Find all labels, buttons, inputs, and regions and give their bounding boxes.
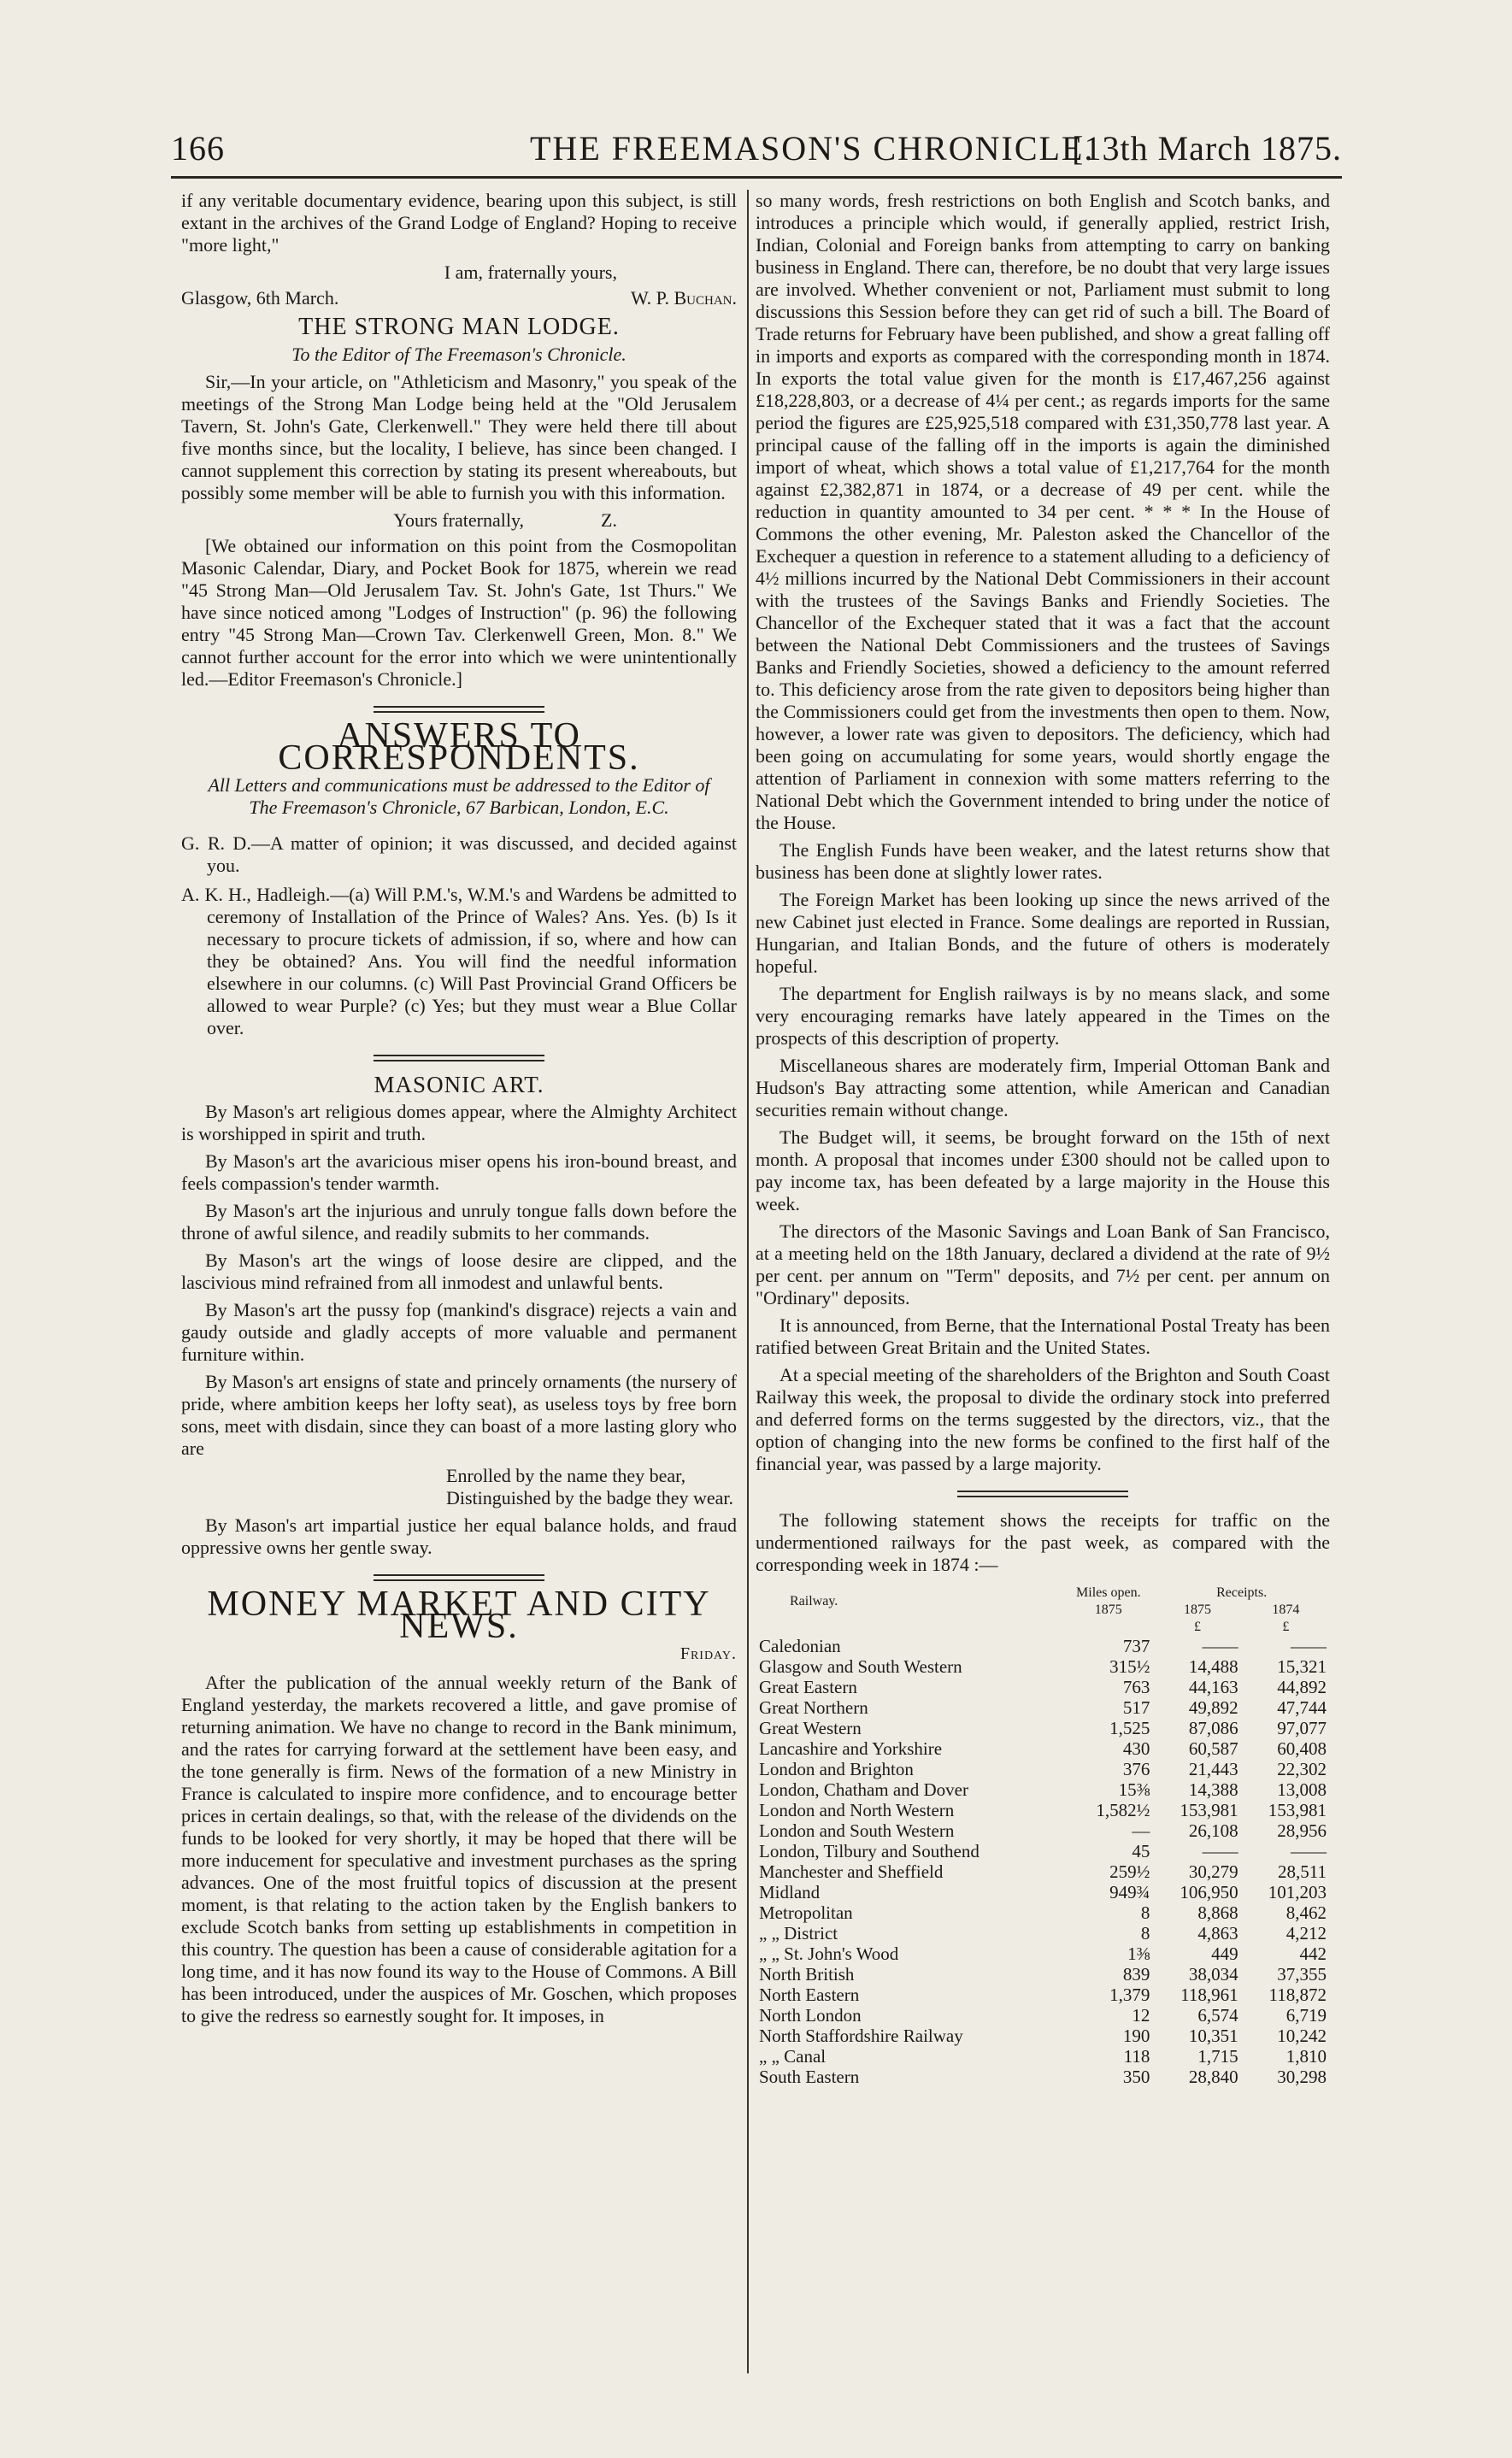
table-row	[756, 2026, 1330, 2046]
market-paragraph: The Foreign Market has been looking up since the news arrived of the new Cabinet just elected in France. Some dealings are reported in Russian, Hungarian, and Italian Bonds, and the future of others is moderately hopeful.	[756, 889, 1330, 977]
railway-name: North London	[759, 2005, 862, 2026]
money-market-body: After the publication of the annual weekly return of the Bank of England yesterday, the markets recovered a little, and gave promise of returning animation. We have no change to record in the Bank minimum, and the rates for carrying forward at the settlement have been easy, and the tone generally is firm. News of the formation of a new Ministry in France is calculated to inspire more confidence, and to encourage better prices in certain dealings, so that, with the release of the dividends on the funds to be looked for very shortly, it may be hoped that there will be more inducement for speculative and investment purchases as the spring advances. One of the most fruitful topics of discussion at the present moment, is that relating to the action taken by the English bankers to exclude Scotch banks from setting up establishments in competition in this country. The question has been a cause of considerable agitation for a long time, and it has now found its way to the House of Commons. A Bill has been introduced, under the auspices of Mr. Goschen, which proposes to give the redress so earnestly sought for. It imposes, in	[181, 1672, 737, 2026]
miles-open: 8	[1140, 1923, 1150, 1943]
table-header-railway: Railway.	[790, 1594, 838, 1608]
newspaper-title: THE FREEMASON'S CHRONICLE.	[530, 129, 1095, 168]
receipts-1875: 87,086	[1188, 1718, 1238, 1738]
masonic-art-verse-line: Distinguished by the badge they wear.	[446, 1487, 734, 1508]
receipts-1875: 153,981	[1180, 1800, 1238, 1820]
table-row	[756, 1718, 1330, 1738]
answer-item: A. K. H., Hadleigh.—(a) Will P.M.'s, W.M.'s and Wardens be admitted to ceremony of Installation of the Prince of Wales? Ans. Yes. (b) Is it necessary to procure tickets of admission, if so, where and how can they be obtained? Ans. You will find the needful information elsewhere in our columns. (c) Will Past Provincial Grand Officers be allowed to wear Purple? (c) Yes; but they must wear a Blue Collar over.	[181, 884, 737, 1038]
table-header-year: 1875	[1183, 1602, 1211, 1617]
table-row	[756, 2046, 1330, 2067]
railway-name: Midland	[759, 1882, 821, 1902]
railway-name: „ „ Canal	[759, 2046, 827, 2067]
money-market-heading: MONEY MARKET AND CITY NEWS.	[207, 1585, 711, 1646]
miles-open: 839	[1122, 1964, 1150, 1985]
letter-signature-line	[181, 287, 737, 309]
railway-name: London, Tilbury and Southend	[759, 1841, 980, 1861]
receipts-1874: 1,810	[1285, 2046, 1327, 2067]
table-row	[756, 1943, 1330, 1964]
table-row	[756, 1820, 1330, 1841]
receipts-1874: 60,408	[1277, 1738, 1327, 1759]
receipts-1875: 14,488	[1188, 1656, 1238, 1677]
table-row	[756, 1656, 1330, 1677]
table-row	[756, 2005, 1330, 2026]
receipts-1874: 44,892	[1277, 1677, 1327, 1697]
railway-name: Great Northern	[759, 1697, 868, 1718]
table-body	[756, 1636, 1330, 2087]
table-header-year: 1874	[1272, 1602, 1300, 1617]
receipts-1875: 30,279	[1188, 1861, 1238, 1882]
receipts-1875: 38,034	[1188, 1964, 1238, 1985]
receipts-1874: 97,077	[1277, 1718, 1327, 1738]
table-row	[756, 1902, 1330, 1923]
railway-name: South Eastern	[759, 2067, 860, 2087]
table-row	[756, 1759, 1330, 1779]
table-row	[756, 1738, 1330, 1759]
miles-open: 737	[1122, 1636, 1150, 1656]
strong-man-signature-line	[181, 509, 737, 532]
section-divider	[374, 1574, 544, 1581]
masonic-art-verse-line: Enrolled by the name they bear,	[446, 1465, 686, 1486]
answers-heading: ANSWERS TO CORRESPONDENTS.	[278, 716, 640, 778]
masthead	[171, 128, 1342, 176]
table-row	[756, 1882, 1330, 1902]
receipts-1875: 28,840	[1188, 2067, 1238, 2087]
receipts-1875: 106,950	[1180, 1882, 1238, 1902]
railway-name: Lancashire and Yorkshire	[759, 1738, 943, 1759]
table-header-receipts: Receipts.	[1216, 1585, 1268, 1600]
section-divider	[374, 706, 544, 713]
miles-open: 12	[1132, 2005, 1150, 2026]
receipts-1875: ——	[1202, 1636, 1238, 1656]
market-paragraph: The department for English railways is by no means slack, and some very encouraging remarks have lately appeared in the Times on the prospects of this description of property.	[756, 983, 1330, 1049]
railway-name: London and South Western	[759, 1820, 955, 1841]
receipts-1875: 1,715	[1197, 2046, 1238, 2067]
letter-closing: I am, fraternally yours,	[444, 262, 617, 283]
railway-name: „ „ St. John's Wood	[759, 1943, 899, 1964]
miles-open: 763	[1122, 1677, 1150, 1697]
market-paragraph: The English Funds have been weaker, and the latest returns show that business has been done at slightly lower rates.	[756, 839, 1330, 883]
table-row	[756, 1841, 1330, 1861]
miles-open: 430	[1122, 1738, 1150, 1759]
market-paragraph: At a special meeting of the shareholders of the Brighton and South Coast Railway this week, the proposal to divide the ordinary stock into preferred and deferred forms on the terms suggested by the directors, viz., that the option of changing into the new forms be confined to the first half of the financial year, was passed by a large majority.	[756, 1364, 1330, 1474]
receipts-1875: 4,863	[1197, 1923, 1238, 1943]
market-paragraph: Miscellaneous shares are moderately firm, Imperial Ottoman Bank and Hudson's Bay attracting some attention, while American and Canadian securities remain without change.	[756, 1055, 1330, 1120]
strong-man-editor-note: [We obtained our information on this point from the Cosmopolitan Masonic Calendar, Diary, and Pocket Book for 1875, wherein we read "45 Strong Man—Old Jerusalem Tav. St. John's Gate, 1st Thurs." We have since noticed among "Lodges of Instruction" (p. 96) the following entry "45 Strong Man—Crown Tav. Clerkenwell Green, Mon. 8." We cannot further account for the error into which we were unintentionally led.—Editor Freemason's Chronicle.]	[181, 535, 737, 690]
receipts-1874: 30,298	[1277, 2067, 1327, 2087]
section-divider	[374, 1055, 544, 1061]
table-header-currency: £	[1282, 1620, 1290, 1634]
receipts-1875: 49,892	[1188, 1697, 1238, 1718]
receipts-1874: 47,744	[1277, 1697, 1327, 1718]
miles-open: 259½	[1109, 1861, 1150, 1882]
miles-open: 949¾	[1109, 1882, 1150, 1902]
receipts-1874: 13,008	[1277, 1779, 1327, 1800]
receipts-1874: 153,981	[1268, 1800, 1327, 1820]
receipts-1874: 28,956	[1277, 1820, 1327, 1841]
receipts-1875: 449	[1211, 1943, 1238, 1964]
receipts-1875: 26,108	[1188, 1820, 1238, 1841]
miles-open: 1,582½	[1096, 1800, 1150, 1820]
miles-open: 45	[1132, 1841, 1150, 1861]
receipts-1874: 10,242	[1277, 2026, 1327, 2046]
table-row	[756, 1923, 1330, 1943]
masthead-rule	[171, 176, 1342, 179]
receipts-1874: 8,462	[1285, 1902, 1327, 1923]
receipts-1874: 37,355	[1277, 1964, 1327, 1985]
table-row	[756, 1985, 1330, 2005]
miles-open: 190	[1122, 2026, 1150, 2046]
receipts-1874: ——	[1291, 1636, 1327, 1656]
masonic-art-paragraph: By Mason's art the pussy fop (mankind's disgrace) rejects a vain and gaudy outside and gladly accepts of more valuable and permanent furniture within.	[181, 1299, 737, 1365]
miles-open: 1,525	[1109, 1718, 1150, 1738]
miles-open: 1,379	[1109, 1985, 1150, 2005]
railway-name: Glasgow and South Western	[759, 1656, 962, 1677]
miles-open: 350	[1122, 2067, 1150, 2087]
receipts-1875: 14,388	[1188, 1779, 1238, 1800]
money-market-continued: so many words, fresh restrictions on both English and Scotch banks, and introduces a principle which would, if generally applied, restrict Irish, Indian, Colonial and Foreign banks from attempting to carry on banking business in England. There can, therefore, be no doubt that very large issues are involved. Whether convenient or not, Parliament must submit to long discussions this Session before they can get rid of such a bill. The Board of Trade returns for February have been published, and show a great falling off in imports and exports as compared with the corresponding month in 1874. In exports the total value given for the month is £17,467,256 against £18,228,803, or a decrease of 4¼ per cent.; as regards imports for the same period the figures are £25,925,518 compared with £31,350,778 last year. A principal cause of the falling off in the imports is again the diminished import of wheat, which shows a total value of £1,217,764 for the month against £2,382,871 in 1874, or a decrease of 49 per cent. while the reduction in quantity amounted to 34 per cent. * * * In the House of Commons the other evening, Mr. Paleston asked the Chancellor of the Exchequer a question in reference to a statement alluding to a deficiency of 4½ millions incurred by the National Debt Commissioners in their account with the trustees of the Savings Banks and Friendly Societies. The Chancellor of the Exchequer stated that it was a fact that the account between the National Debt Commissioners and the trustees of Savings Banks and Friendly Societies, showed a deficiency to the amount referred to. This deficiency arose from the rate given to depositors being higher than the Commissioners could get from the investments then open to them. Now, however, a lower rate was given to depositors. The deficiency, which had been going on accumulating for some years, would shortly engage the attention of Parliament in connexion with some matters referring to the National Debt which the Government intended to bring under the notice of the House.	[756, 190, 1330, 833]
table-row	[756, 1779, 1330, 1800]
railway-name: „ „ District	[759, 1923, 838, 1943]
railway-name: North British	[759, 1964, 855, 1985]
masonic-art-final: By Mason's art impartial justice her equal balance holds, and fraud oppressive owns her gentle sway.	[181, 1514, 737, 1558]
table-row	[756, 1964, 1330, 1985]
strong-man-heading: THE STRONG MAN LODGE.	[298, 314, 620, 340]
letter-tail-text: if any veritable documentary evidence, bearing upon this subject, is still extant in the archives of the Grand Lodge of England? Hoping to receive "more light,"	[181, 190, 737, 256]
railway-name: Manchester and Sheffield	[759, 1861, 944, 1882]
table-row	[756, 1636, 1330, 1656]
table-header-currency: £	[1193, 1620, 1201, 1634]
strong-man-to-editor: To the Editor of The Freemason's Chronicle.	[291, 344, 627, 365]
market-paragraph: The Budget will, it seems, be brought forward on the 15th of next month. A proposal that incomes under £300 should not be called upon to pay income tax, has been defeated by a large majority in the House this week.	[756, 1126, 1330, 1214]
receipts-1874: ——	[1291, 1841, 1327, 1861]
masonic-art-paragraph: By Mason's art ensigns of state and princely ornaments (the nursery of pride, where ambition keeps her lofty seat), as useless toys by free born sons, meet with disdain, since they can boast of a more lasting glory who are	[181, 1371, 737, 1459]
masonic-art-paragraph: By Mason's art religious domes appear, where the Almighty Architect is worshipped in spirit and truth.	[181, 1101, 737, 1144]
answers-notice-line2: The Freemason's Chronicle, 67 Barbican, London, E.C.	[249, 797, 669, 818]
miles-open: 15⅜	[1118, 1779, 1150, 1800]
miles-open: 315½	[1109, 1656, 1150, 1677]
railway-name: Great Eastern	[759, 1677, 857, 1697]
miles-open: 118	[1123, 2046, 1150, 2067]
receipts-1875: 8,868	[1197, 1902, 1238, 1923]
money-market-day: Friday.	[680, 1644, 737, 1663]
railway-name: London and North Western	[759, 1800, 955, 1820]
receipts-1874: 101,203	[1268, 1882, 1327, 1902]
letter-signature: W. P. Buchan.	[630, 287, 737, 309]
market-paragraph: It is announced, from Berne, that the International Postal Treaty has been ratified between Great Britain and the United States.	[756, 1314, 1330, 1358]
receipts-1875: 6,574	[1197, 2005, 1238, 2026]
table-row	[756, 1677, 1330, 1697]
strong-man-closing: Yours fraternally,	[393, 509, 525, 531]
receipts-1874: 15,321	[1277, 1656, 1327, 1677]
table-row	[756, 2067, 1330, 2087]
table-header-year: 1875	[1094, 1602, 1122, 1617]
receipts-1874: 22,302	[1277, 1759, 1327, 1779]
receipts-1874: 28,511	[1278, 1861, 1327, 1882]
receipts-1875: 60,587	[1188, 1738, 1238, 1759]
miles-open: 376	[1122, 1759, 1150, 1779]
market-paragraph: The directors of the Masonic Savings and Loan Bank of San Francisco, at a meeting held on the 18th January, declared a dividend at the rate of 9½ per cent. per annum on "Term" deposits, and 7½ per cent. per annum on "Ordinary" deposits.	[756, 1220, 1330, 1308]
right-column	[756, 190, 1330, 2087]
letter-place-date: Glasgow, 6th March.	[181, 287, 339, 309]
railway-name: North Staffordshire Railway	[759, 2026, 963, 2046]
issue-date: [13th March 1875.	[1072, 129, 1342, 168]
masonic-art-paragraph: By Mason's art the avaricious miser opens his iron-bound breast, and feels compassion's tender warmth.	[181, 1150, 737, 1194]
receipts-1875: 118,961	[1180, 1985, 1238, 2005]
left-column	[181, 190, 737, 2032]
traffic-intro: The following statement shows the receipts for traffic on the undermentioned railways for the past week, as compared with the corresponding week in 1874 :—	[756, 1509, 1330, 1575]
answer-item: G. R. D.—A matter of opinion; it was discussed, and decided against you.	[181, 832, 737, 876]
receipts-1875: ——	[1202, 1841, 1238, 1861]
miles-open: —	[1132, 1820, 1150, 1841]
railway-name: London, Chatham and Dover	[759, 1779, 968, 1800]
receipts-1874: 6,719	[1285, 2005, 1327, 2026]
receipts-1875: 44,163	[1188, 1677, 1238, 1697]
railway-name: Caledonian	[759, 1636, 841, 1656]
table-row	[756, 1697, 1330, 1718]
miles-open: 1⅜	[1127, 1943, 1150, 1964]
masonic-art-paragraph: By Mason's art the injurious and unruly tongue falls down before the throne of awful silence, and readily submits to her commands.	[181, 1200, 737, 1244]
answers-notice-line1: All Letters and communications must be addressed to the Editor of	[208, 774, 710, 796]
receipts-1875: 10,351	[1188, 2026, 1238, 2046]
receipts-1875: 21,443	[1188, 1759, 1238, 1779]
receipts-1874: 118,872	[1268, 1985, 1327, 2005]
railway-name: Metropolitan	[759, 1902, 853, 1923]
table-header-miles: Miles open.	[1076, 1585, 1141, 1600]
miles-open: 517	[1122, 1697, 1150, 1718]
column-divider	[747, 190, 749, 2373]
railway-receipts-table	[756, 1585, 1330, 2087]
strong-man-signature: Z.	[601, 509, 617, 531]
page-number: 166	[171, 129, 225, 168]
table-row	[756, 1861, 1330, 1882]
strong-man-body: Sir,—In your article, on "Athleticism and Masonry," you speak of the meetings of the Strong Man Lodge being held at the "Old Jerusalem Tavern, St. John's Gate, Clerkenwell." They were held there till about five months since, but the locality, I believe, has since been changed. I cannot supplement this correction by stating its present whereabouts, but possibly some member will be able to furnish you with this information.	[181, 371, 737, 503]
section-divider	[957, 1491, 1128, 1497]
table-row	[756, 1800, 1330, 1820]
railway-name: Great Western	[759, 1718, 862, 1738]
railway-name: North Eastern	[759, 1985, 860, 2005]
miles-open: 8	[1140, 1902, 1150, 1923]
masonic-art-paragraph: By Mason's art the wings of loose desire are clipped, and the lascivious mind refrained from all inmodest and unlawful bents.	[181, 1250, 737, 1293]
railway-name: London and Brighton	[759, 1759, 914, 1779]
masonic-art-heading: MASONIC ART.	[374, 1072, 544, 1097]
receipts-1874: 442	[1299, 1943, 1327, 1964]
receipts-1874: 4,212	[1285, 1923, 1327, 1943]
